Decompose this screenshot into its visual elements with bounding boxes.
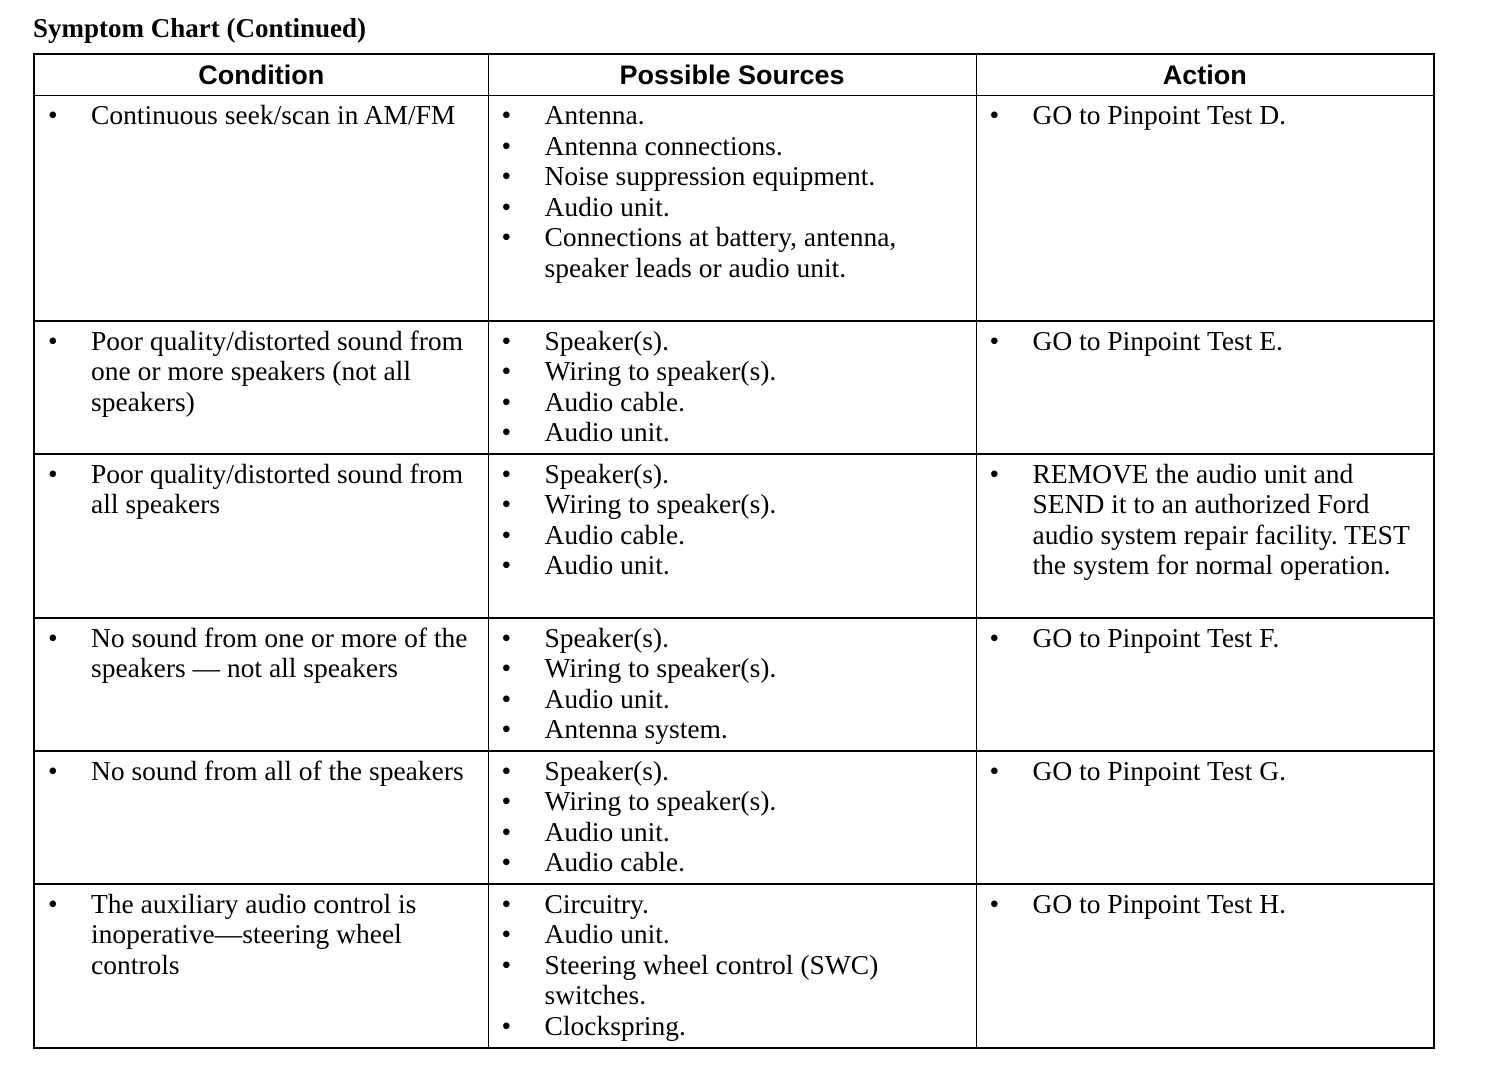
bullet-item: • Audio unit.	[489, 919, 970, 950]
condition-cell	[34, 321, 488, 454]
condition-cell	[34, 618, 488, 751]
sources-list	[489, 326, 970, 448]
table-row	[34, 321, 1434, 454]
table-row	[34, 96, 1434, 321]
bullet-item: • GO to Pinpoint Test D.	[977, 100, 1428, 131]
bullet-item: • Audio cable.	[489, 387, 970, 418]
bullet-item: • The auxiliary audio control is inoperative—steering wheel controls	[35, 889, 482, 981]
condition-cell	[34, 751, 488, 884]
action-cell	[976, 751, 1434, 884]
sources-list	[489, 100, 970, 284]
sources-cell	[488, 454, 976, 618]
bullet-item: • REMOVE the audio unit and SEND it to an authorized Ford audio system repair facility. TEST the system for normal operation.	[977, 459, 1428, 581]
bullet-item: • Audio unit.	[489, 550, 970, 581]
action-cell	[976, 454, 1434, 618]
sources-list	[489, 623, 970, 745]
action-list	[977, 623, 1428, 654]
symptom-chart-table	[33, 53, 1435, 1049]
bullet-item: • Speaker(s).	[489, 756, 970, 787]
bullet-item: • Poor quality/distorted sound from one or more speakers (not all speakers)	[35, 326, 482, 418]
action-cell	[976, 321, 1434, 454]
condition-cell	[34, 454, 488, 618]
condition-list	[35, 100, 482, 131]
action-cell	[976, 884, 1434, 1048]
bullet-item: • Audio cable.	[489, 847, 970, 878]
table-row	[34, 454, 1434, 618]
bullet-item: • Speaker(s).	[489, 459, 970, 490]
action-list	[977, 326, 1428, 357]
sources-cell	[488, 618, 976, 751]
bullet-item: • Poor quality/distorted sound from all speakers	[35, 459, 482, 520]
header-condition: Condition	[34, 54, 488, 96]
header-row	[34, 54, 1434, 96]
action-cell	[976, 618, 1434, 751]
action-list	[977, 889, 1428, 920]
table-row	[34, 751, 1434, 884]
bullet-item: • Connections at battery, antenna, speaker leads or audio unit.	[489, 222, 970, 283]
bullet-item: • Antenna system.	[489, 714, 970, 745]
bullet-item: • Speaker(s).	[489, 326, 970, 357]
bullet-item: • GO to Pinpoint Test H.	[977, 889, 1428, 920]
bullet-item: • Wiring to speaker(s).	[489, 356, 970, 387]
sources-list	[489, 889, 970, 1042]
bullet-item: • Audio unit.	[489, 684, 970, 715]
bullet-item: • Antenna.	[489, 100, 970, 131]
sources-list	[489, 756, 970, 878]
table-row	[34, 618, 1434, 751]
action-list	[977, 100, 1428, 131]
sources-cell	[488, 96, 976, 321]
bullet-item: • Speaker(s).	[489, 623, 970, 654]
condition-list	[35, 756, 482, 787]
condition-list	[35, 623, 482, 684]
bullet-item: • Clockspring.	[489, 1011, 970, 1042]
bullet-item: • Audio unit.	[489, 417, 970, 448]
action-list	[977, 459, 1428, 581]
header-action: Action	[976, 54, 1434, 96]
table-body	[34, 96, 1434, 1048]
bullet-item: • GO to Pinpoint Test G.	[977, 756, 1428, 787]
bullet-item: • Steering wheel control (SWC) switches.	[489, 950, 970, 1011]
bullet-item: • Noise suppression equipment.	[489, 161, 970, 192]
bullet-item: • GO to Pinpoint Test F.	[977, 623, 1428, 654]
sources-list	[489, 459, 970, 581]
action-cell	[976, 96, 1434, 321]
bullet-item: • Antenna connections.	[489, 131, 970, 162]
bullet-item: • Continuous seek/scan in AM/FM	[35, 100, 482, 131]
condition-list	[35, 889, 482, 981]
bullet-item: • Wiring to speaker(s).	[489, 653, 970, 684]
bullet-item: • Wiring to speaker(s).	[489, 489, 970, 520]
table-row	[34, 884, 1434, 1048]
condition-cell	[34, 884, 488, 1048]
condition-list	[35, 326, 482, 418]
condition-list	[35, 459, 482, 520]
page-title: Symptom Chart (Continued)	[33, 13, 367, 43]
bullet-item: • Audio unit.	[489, 192, 970, 223]
bullet-item: • GO to Pinpoint Test E.	[977, 326, 1428, 357]
bullet-item: • No sound from one or more of the speakers — not all speakers	[35, 623, 482, 684]
sources-cell	[488, 321, 976, 454]
action-list	[977, 756, 1428, 787]
bullet-item: • Circuitry.	[489, 889, 970, 920]
bullet-item: • Audio cable.	[489, 520, 970, 551]
sources-cell	[488, 751, 976, 884]
sources-cell	[488, 884, 976, 1048]
bullet-item: • No sound from all of the speakers	[35, 756, 482, 787]
header-possible-sources: Possible Sources	[488, 54, 976, 96]
bullet-item: • Audio unit.	[489, 817, 970, 848]
condition-cell	[34, 96, 488, 321]
bullet-item: • Wiring to speaker(s).	[489, 786, 970, 817]
